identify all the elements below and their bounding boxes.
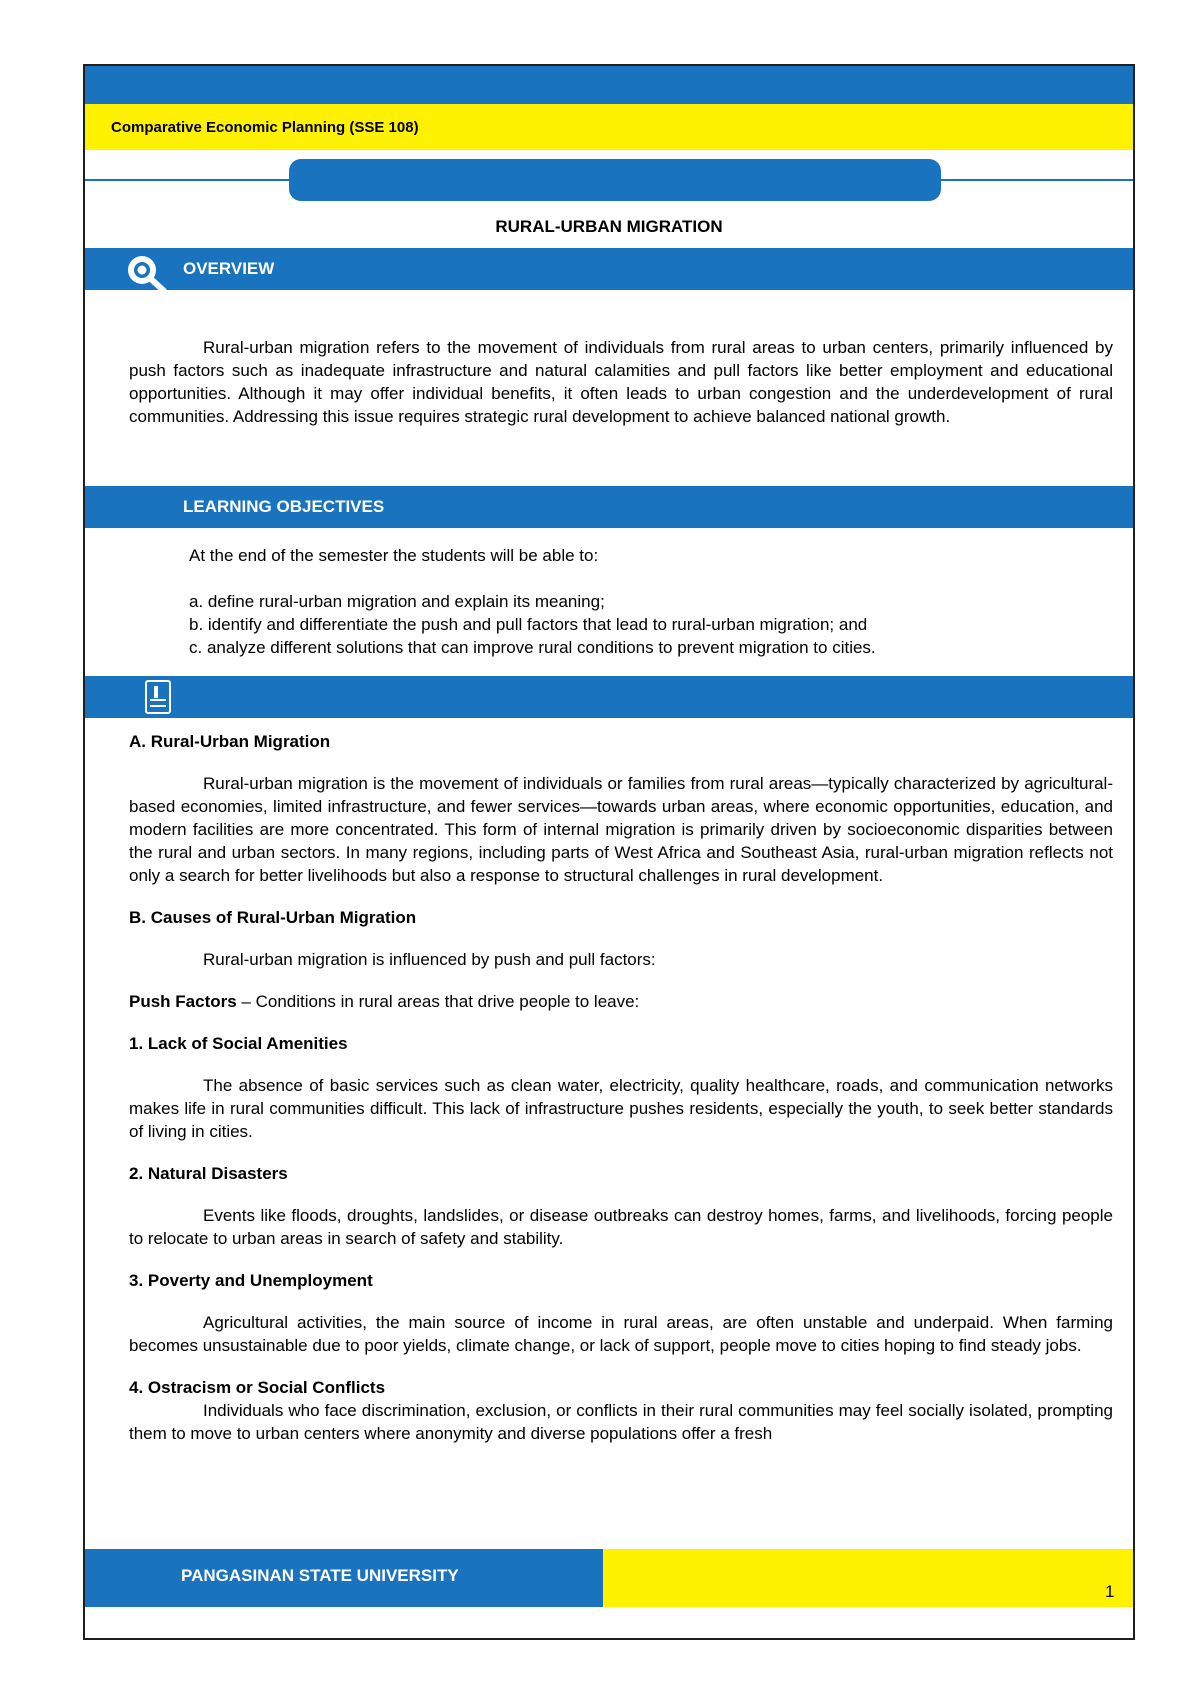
university-name: PANGASINAN STATE UNIVERSITY xyxy=(181,1566,459,1585)
objectives-list xyxy=(189,590,1129,659)
content-body xyxy=(129,730,1113,1445)
push-factors-line xyxy=(129,990,1113,1013)
content-band xyxy=(85,676,1133,718)
factor-heading: 1. Lack of Social Amenities xyxy=(129,1034,348,1053)
book-icon xyxy=(145,680,171,714)
factor-text: The absence of basic services such as clean water, electricity, quality healthcare, roads, and communication networks makes life in rural communities difficult. This lack of infrastructure pushes residents, especially the youth, to seek better standards of living in cities. xyxy=(129,1076,1113,1141)
section-b-intro: Rural-urban migration is influenced by push and pull factors: xyxy=(203,950,656,969)
objective-item: b. identify and differentiate the push and pull factors that lead to rural-urban migration; and xyxy=(189,615,868,634)
overview-band xyxy=(85,248,1133,290)
factor-text: Agricultural activities, the main source of income in rural areas, are often unstable and underpaid. When farming becomes unsustainable due to poor yields, climate change, or lack of support, people move to cities hoping to find steady jobs. xyxy=(129,1313,1113,1355)
objective-item: c. analyze different solutions that can improve rural conditions to prevent migration to cities. xyxy=(189,638,876,657)
factor-heading: 4. Ostracism or Social Conflicts xyxy=(129,1378,386,1397)
factor-text: Individuals who face discrimination, exclusion, or conflicts in their rural communities may feel socially isolated, prompting them to move to urban centers where anonymity and diverse populations offer a fresh xyxy=(129,1401,1113,1443)
factor-text: Events like floods, droughts, landslides, or disease outbreaks can destroy homes, farms, and livelihoods, forcing people to relocate to urban areas in search of safety and stability. xyxy=(129,1206,1113,1248)
course-banner xyxy=(85,104,1133,150)
objective-item: a. define rural-urban migration and explain its meaning; xyxy=(189,592,605,611)
push-factors-text: – Conditions in rural areas that drive people to leave: xyxy=(236,992,640,1011)
header-blue-band xyxy=(85,66,1133,104)
course-title: Comparative Economic Planning (SSE 108) xyxy=(111,118,419,136)
overview-label: OVERVIEW xyxy=(183,259,275,278)
factor-heading: 3. Poverty and Unemployment xyxy=(129,1271,373,1290)
overview-text: Rural-urban migration refers to the movement of individuals from rural areas to urban centers, primarily influenced by push factors such as inadequate infrastructure and natural calamities and pull factors like better employment and educational opportunities. Although it may offer individual benefits, it often leads to urban congestion and the underdevelopment of rural communities. Addressing this issue requires strategic rural development to achieve balanced national growth. xyxy=(129,338,1113,426)
push-factors-label: Push Factors xyxy=(129,992,237,1011)
section-b-heading: B. Causes of Rural-Urban Migration xyxy=(129,908,417,927)
header-pill xyxy=(289,159,941,201)
page-number: 1 xyxy=(1105,1582,1115,1601)
document-page xyxy=(83,64,1135,1640)
factor-heading: 2. Natural Disasters xyxy=(129,1164,288,1183)
footer-yellow-block xyxy=(603,1549,1135,1607)
document-title: RURAL-URBAN MIGRATION xyxy=(495,217,723,236)
magnifier-icon xyxy=(125,253,169,293)
learning-objectives-band xyxy=(85,486,1133,528)
objectives-intro: At the end of the semester the students will be able to: xyxy=(189,546,599,565)
section-a-text: Rural-urban migration is the movement of individuals or families from rural areas—typically characterized by agricultural-based economies, limited infrastructure, and fewer services—towards urban areas, where economic opportunities, education, and modern facilities are more concentrated. This form of internal migration is primarily driven by socioeconomic disparities between the rural and urban sectors. In many regions, including parts of West Africa and Southeast Asia, rural-urban migration reflects not only a search for better livelihoods but also a response to structural challenges in rural development. xyxy=(129,774,1113,885)
section-a-heading: A. Rural-Urban Migration xyxy=(129,732,331,751)
learning-objectives-label: LEARNING OBJECTIVES xyxy=(183,497,385,516)
